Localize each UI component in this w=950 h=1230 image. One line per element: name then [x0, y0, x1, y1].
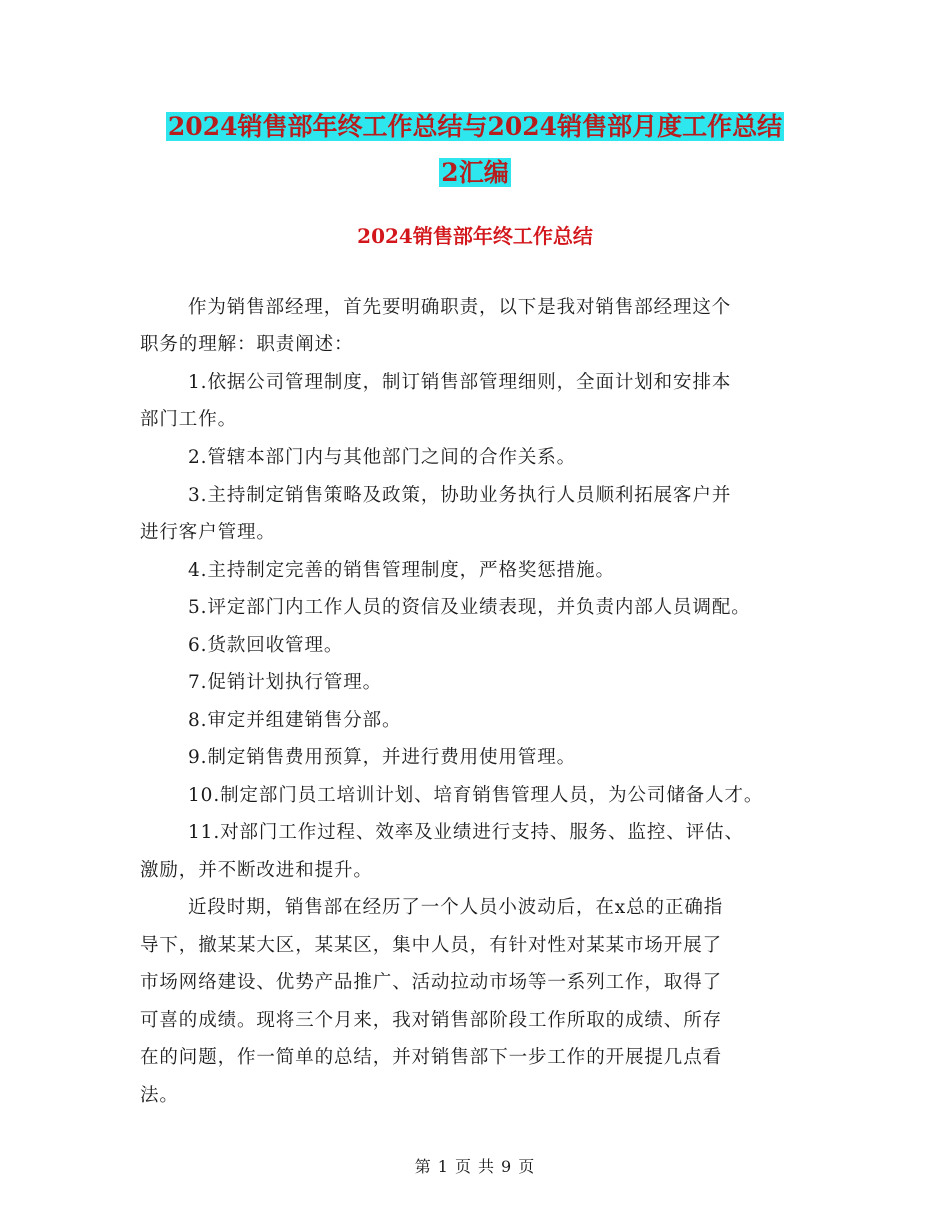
paragraph-line: 作为销售部经理，首先要明确职责，以下是我对销售部经理这个 [188, 297, 732, 318]
paragraph-line: 10.制定部门员工培训计划、培育销售管理人员，为公司储备人才。 [188, 785, 764, 806]
footer-suffix: 页 [518, 1157, 536, 1176]
paragraph-line: 近段时期，销售部在经历了一个人员小波动后，在x总的正确指 [188, 897, 724, 918]
paragraph-line: 导下，撤某某大区，某某区，集中人员，有针对性对某某市场开展了 [140, 935, 723, 956]
title-highlight-2: 2汇编 [441, 158, 509, 187]
paragraph-line: 8.审定并组建销售分部。 [188, 710, 402, 731]
paragraph-line: 进行客户管理。 [140, 522, 276, 543]
paragraph-line: 职务的理解：职责阐述： [140, 334, 354, 355]
paragraph-line: 6.货款回收管理。 [188, 635, 344, 656]
paragraph-line: 法。 [140, 1085, 179, 1106]
paragraph-line: 3.主持制定销售策略及政策，协助业务执行人员顺利拓展客户并 [188, 485, 732, 506]
title-highlight-1: 2024销售部年终工作总结与2024销售部月度工作总结 [167, 112, 783, 141]
document-title-line-1 [0, 108, 950, 146]
footer-middle: 页 共 [454, 1157, 496, 1176]
page-number: 1 [437, 1157, 449, 1176]
page-footer [0, 1156, 950, 1178]
paragraph-line: 7.促销计划执行管理。 [188, 672, 383, 693]
paragraph-line: 4.主持制定完善的销售管理制度，严格奖惩措施。 [188, 560, 615, 581]
paragraph-line: 2.管辖本部门内与其他部门之间的合作关系。 [188, 447, 577, 468]
document-title-line-2 [0, 154, 950, 192]
paragraph-line: 市场网络建设、优势产品推广、活动拉动市场等一系列工作，取得了 [140, 972, 723, 993]
paragraph-line: 在的问题，作一简单的总结，并对销售部下一步工作的开展提几点看 [140, 1047, 723, 1068]
paragraph-line: 1.依据公司管理制度，制订销售部管理细则，全面计划和安排本 [188, 372, 732, 393]
paragraph-line: 9.制定销售费用预算，并进行费用使用管理。 [188, 747, 577, 768]
footer-prefix: 第 [414, 1157, 432, 1176]
paragraph-line: 11.对部门工作过程、效率及业绩进行支持、服务、监控、评估、 [188, 822, 744, 843]
section-title: 2024销售部年终工作总结 [357, 224, 593, 248]
paragraph-line: 可喜的成绩。现将三个月来，我对销售部阶段工作所取的成绩、所存 [140, 1010, 723, 1031]
paragraph-line: 部门工作。 [140, 409, 238, 430]
paragraph-line: 激励，并不断改进和提升。 [140, 860, 373, 881]
paragraph-line: 5.评定部门内工作人员的资信及业绩表现，并负责内部人员调配。 [188, 597, 751, 618]
page-total: 9 [501, 1157, 513, 1176]
